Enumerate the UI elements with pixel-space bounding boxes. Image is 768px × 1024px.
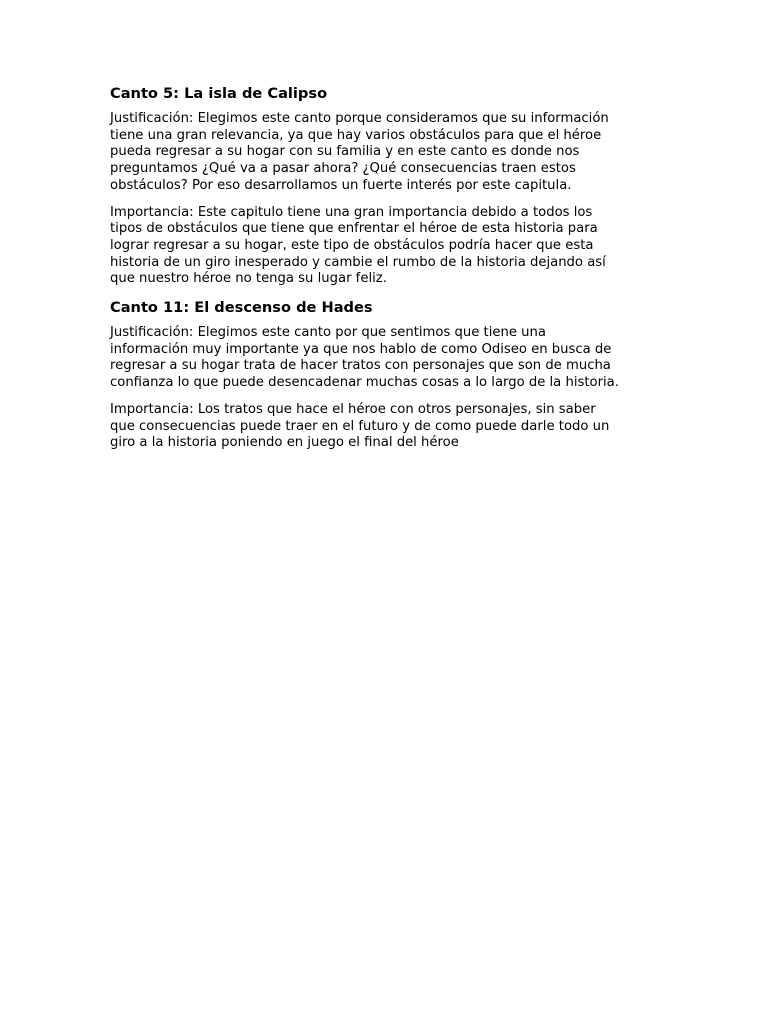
text-line: información muy importante ya que nos hablo de como Odiseo en busca de [110,341,612,357]
text-line: que nuestro héroe no tenga su lugar feliz. [110,271,387,287]
text-line: historia de un giro inesperado y cambie el rumbo de la historia dejando así [110,254,606,270]
text-line: tiene una gran relevancia, ya que hay varios obstáculos para que el héroe [110,127,602,143]
justification-paragraph [110,325,670,392]
text-line: tipos de obstáculos que tiene que enfrentar el héroe de esta historia para [110,221,598,237]
document-page [110,84,670,462]
section-canto-11 [110,298,670,452]
text-line: lograr regresar a su hogar, este tipo de obstáculos podría hacer que esta [110,237,594,253]
text-line: confianza lo que puede desencadenar muchas cosas a lo largo de la historia. [110,375,619,391]
importance-paragraph [110,205,670,289]
text-line: preguntamos ¿Qué va a pasar ahora? ¿Qué consecuencias traen estos [110,161,576,177]
importance-paragraph [110,402,670,452]
text-line: pueda regresar a su hogar con su familia y en este canto es donde nos [110,144,580,160]
text-line: giro a la historia poniendo en juego el final del héroe [110,435,459,451]
section-heading: Canto 11: El descenso de Hades [110,299,373,317]
text-line: obstáculos? Por eso desarrollamos un fuerte interés por este capitula. [110,177,572,193]
text-line: regresar a su hogar trata de hacer tratos con personajes que son de mucha [110,358,611,374]
text-line: Importancia: Los tratos que hace el héroe con otros personajes, sin saber [110,401,596,417]
section-canto-5 [110,84,670,288]
text-line: que consecuencias puede traer en el futuro y de como puede darle todo un [110,418,610,434]
justification-paragraph [110,111,670,195]
text-line: Justificación: Elegimos este canto por que sentimos que tiene una [110,325,546,341]
section-heading: Canto 5: La isla de Calipso [110,85,328,102]
text-line: Importancia: Este capitulo tiene una gran importancia debido a todos los [110,204,593,220]
text-line: Justificación: Elegimos este canto porque consideramos que su información [110,111,609,126]
